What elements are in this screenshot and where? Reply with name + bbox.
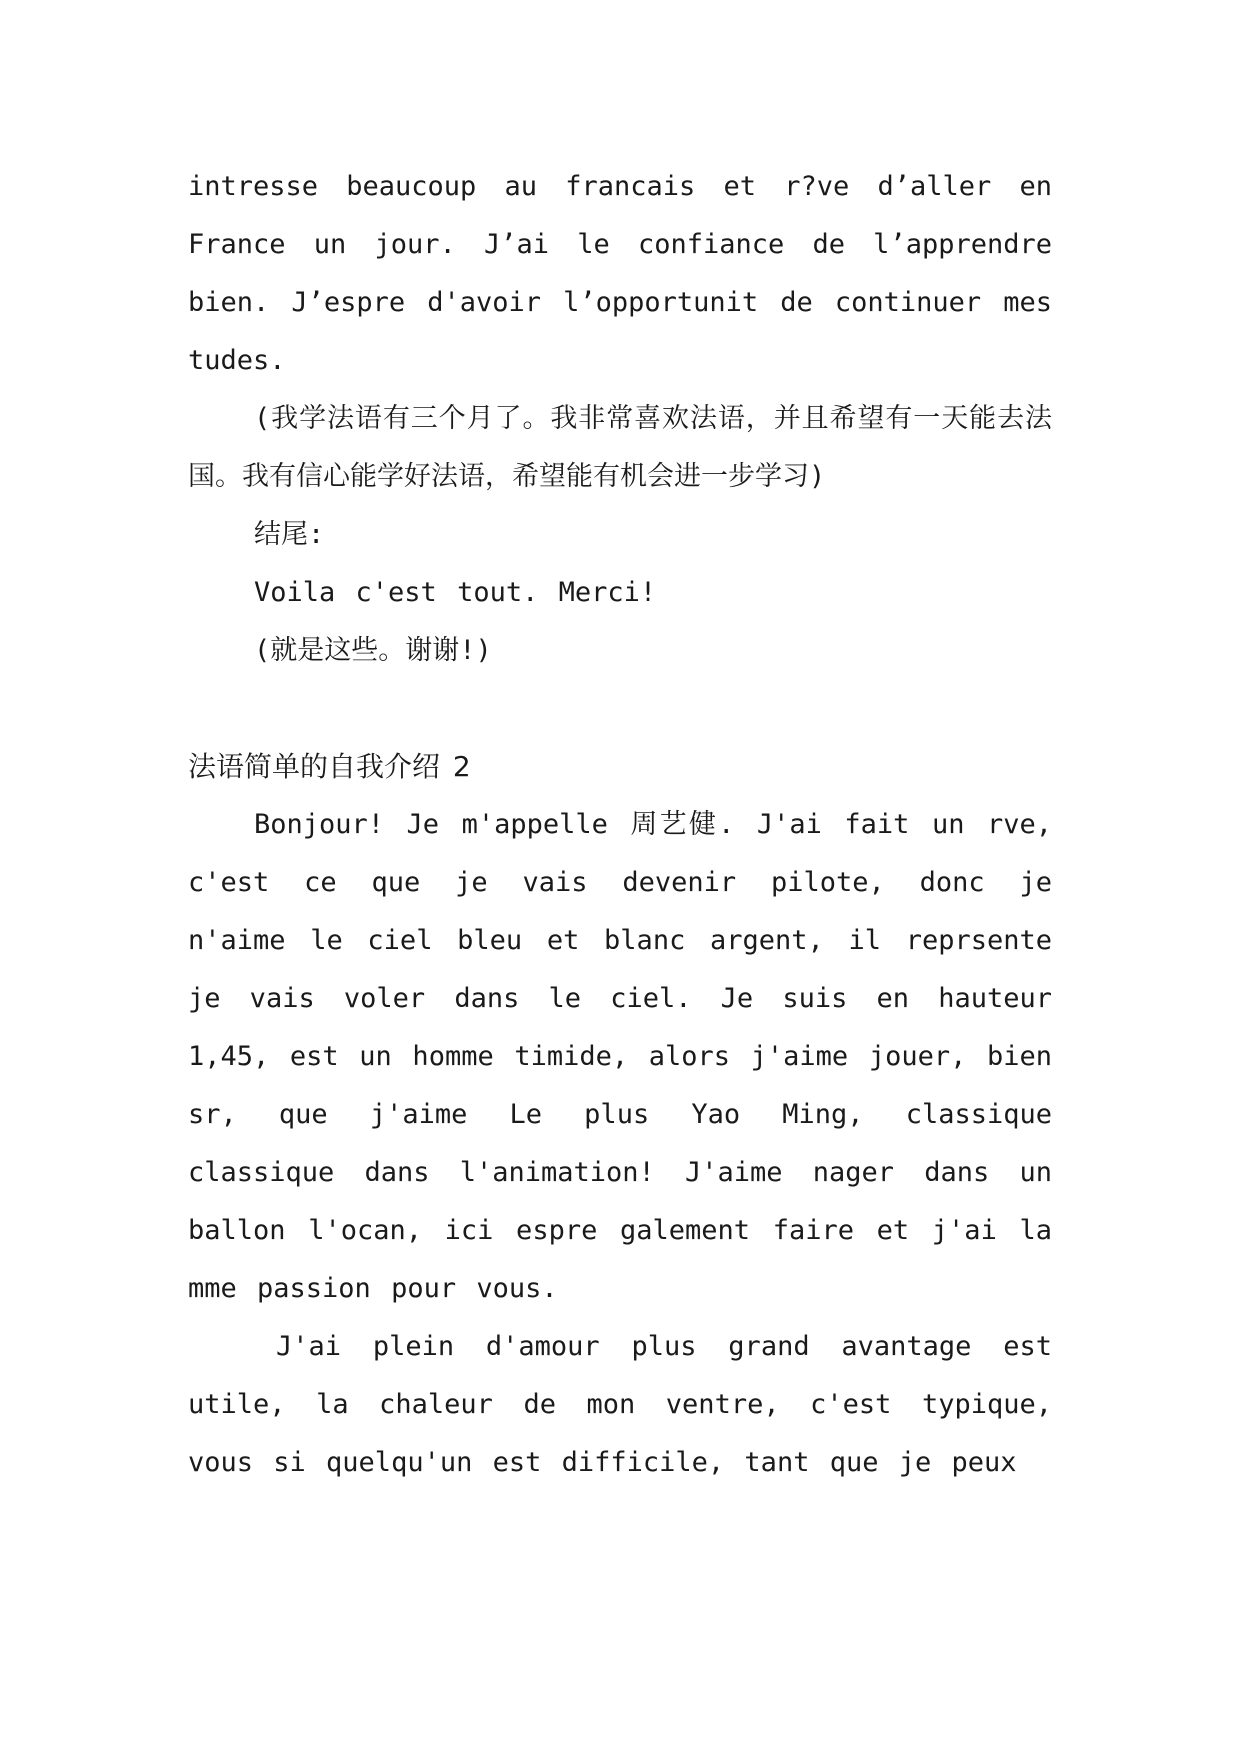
ending-label: 结尾: xyxy=(254,519,325,550)
paragraph-translation: (我学法语有三个月了。我非常喜欢法语，并且希望有一天能去法国。我有信心能学好法语，希望能有机会进一步学习) xyxy=(188,403,1052,492)
paragraph-intro-continued: J'ai plein d'amour plus grand avantage est utile, la chaleur de mon ventre, c'est typique, vous si quelqu'un est difficile, tant que je peux xyxy=(188,1331,1052,1478)
section-gap xyxy=(188,680,1052,738)
paragraph-continuation: intresse beaucoup au francais et r?ve d’aller en France un jour. J’ai le confiance de l’apprendre bien. J’espre d'avoir l’opportunit de continuer mes tudes. xyxy=(188,171,1052,376)
section-heading: 法语简单的自我介绍 2 xyxy=(188,750,471,783)
ending-text: Voila c'est tout. Merci! xyxy=(254,577,657,608)
paragraph-intro: Bonjour! Je m'appelle 周艺健. J'ai fait un rve, c'est ce que je vais devenir pilote, donc je n'aime le ciel bleu et blanc argent, il reprsente je vais voler dans le ciel. Je suis en hauteur 1,45, est un homme timide, alors j'aime jouer, bien sr, que j'aime Le plus Yao Ming, classique classique dans l'animation! J'aime nager dans un ballon l'ocan, ici espre galement faire et j'ai la mme passion pour vous. xyxy=(188,809,1052,1304)
document-body xyxy=(188,158,1052,1492)
ending-translation: (就是这些。谢谢!) xyxy=(254,635,492,666)
